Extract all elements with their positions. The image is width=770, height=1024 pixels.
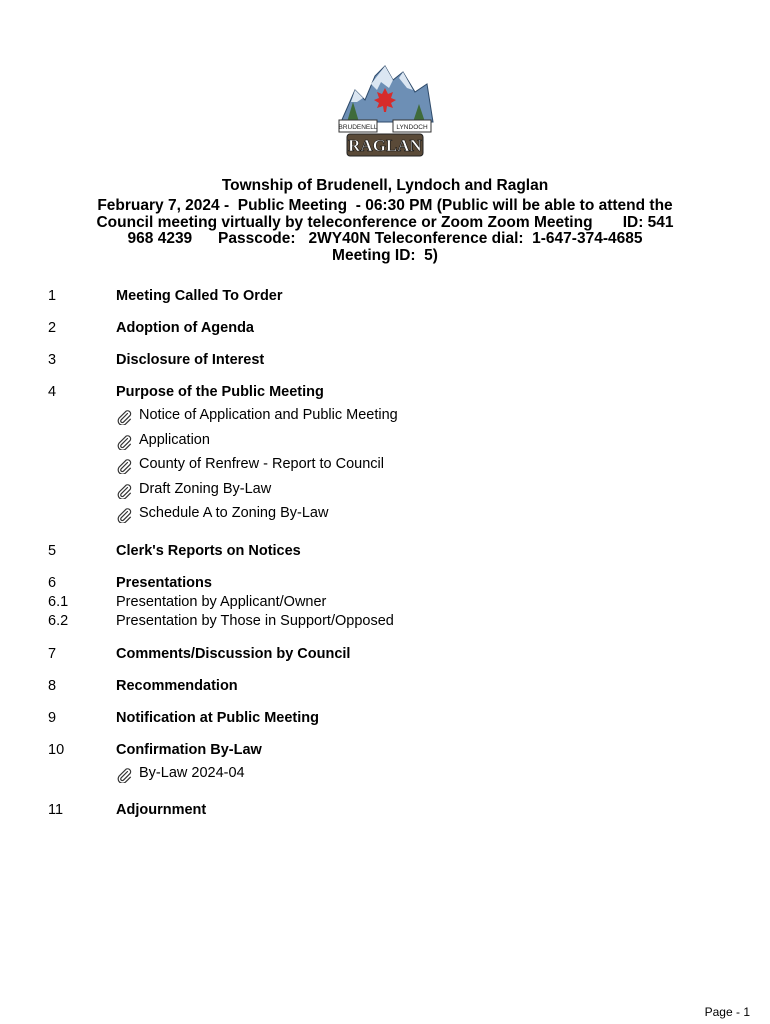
- agenda-item: [0, 319, 770, 338]
- paperclip-icon: [116, 458, 132, 474]
- svg-text:LYNDOCH: LYNDOCH: [396, 124, 428, 131]
- agenda-item-title: Confirmation By-Law: [116, 741, 262, 758]
- agenda-item-title: Comments/Discussion by Council: [116, 645, 351, 662]
- organization-name: Township of Brudenell, Lyndoch and Raglan: [221, 177, 549, 194]
- agenda-item-title: Adjournment: [116, 802, 207, 818]
- agenda-subitem-label: Presentation by Applicant/Owner: [116, 593, 327, 610]
- attachment-label[interactable]: Draft Zoning By-Law: [139, 480, 272, 497]
- agenda-item-number: 2: [48, 320, 57, 336]
- attachment-link[interactable]: [0, 504, 770, 529]
- agenda-item: [0, 709, 770, 728]
- agenda-item-number: 6: [48, 574, 57, 591]
- meeting-details: [60, 198, 710, 264]
- agenda-subitem: [0, 612, 770, 632]
- agenda-subitem-number: 6.2: [48, 613, 69, 629]
- attachment-link[interactable]: [0, 431, 770, 456]
- agenda-item-title: Meeting Called To Order: [116, 288, 283, 304]
- agenda-item-title: Purpose of the Public Meeting: [116, 384, 324, 400]
- agenda-item-title: Adoption of Agenda: [116, 320, 254, 336]
- agenda-item: [0, 677, 770, 696]
- agenda-item-number: 11: [48, 802, 64, 818]
- agenda-item-title: Clerk's Reports on Notices: [116, 542, 301, 559]
- attachment-label[interactable]: Schedule A to Zoning By-Law: [139, 505, 329, 521]
- agenda-item-title: Recommendation: [116, 677, 238, 694]
- agenda-subitem-label: Presentation by Those in Support/Opposed: [116, 613, 394, 629]
- attachment-link[interactable]: [0, 406, 770, 431]
- agenda-subitem: [0, 593, 770, 613]
- agenda-item: [0, 801, 770, 820]
- svg-text:RAGLAN: RAGLAN: [348, 136, 422, 155]
- agenda-item: [0, 574, 770, 632]
- agenda-item: [0, 645, 770, 664]
- attachment-label[interactable]: Application: [139, 431, 210, 448]
- meeting-line: February 7, 2024 - Public Meeting - 06:30 PM (Public will be able to attend the: [97, 197, 673, 214]
- agenda-item: [0, 741, 770, 789]
- agenda-item-number: 8: [48, 677, 57, 694]
- meeting-line: Council meeting virtually by teleconference or Zoom Zoom Meeting ID: 541: [96, 213, 674, 231]
- attachment-label[interactable]: Notice of Application and Public Meeting: [139, 407, 398, 423]
- agenda-item-number: 1: [48, 288, 57, 304]
- agenda-item-title: Disclosure of Interest: [116, 352, 265, 368]
- agenda-item-number: 3: [48, 352, 57, 368]
- agenda-item: [0, 542, 770, 561]
- agenda-item-title: Notification at Public Meeting: [116, 709, 320, 726]
- attachment-link[interactable]: [0, 455, 770, 480]
- agenda-item-number: 7: [48, 645, 57, 662]
- attachment-link[interactable]: [0, 764, 770, 789]
- township-logo: [333, 62, 437, 162]
- paperclip-icon: [116, 767, 132, 783]
- agenda-list: [0, 287, 770, 833]
- agenda-subitem-number: 6.1: [48, 593, 69, 610]
- svg-text:BRUDENELL: BRUDENELL: [338, 124, 378, 131]
- agenda-item-number: 9: [48, 709, 57, 726]
- paperclip-icon: [116, 434, 132, 450]
- agenda-item-number: 4: [48, 384, 57, 400]
- meeting-line: 968 4239 Passcode: 2WY40N Teleconference dial: 1-647-374-4685: [127, 230, 643, 247]
- paperclip-icon: [116, 507, 132, 523]
- agenda-item: [0, 287, 770, 306]
- agenda-item: [0, 383, 770, 529]
- attachment-label[interactable]: County of Renfrew - Report to Council: [139, 456, 384, 472]
- attachment-label[interactable]: By-Law 2024-04: [139, 764, 245, 781]
- attachment-link[interactable]: [0, 480, 770, 505]
- agenda-item: [0, 351, 770, 370]
- paperclip-icon: [116, 409, 132, 425]
- agenda-item-number: 5: [48, 542, 57, 559]
- meeting-line: Meeting ID: 5): [332, 246, 438, 264]
- page-number: Page - 1: [704, 1005, 750, 1019]
- agenda-item-title: Presentations: [116, 574, 212, 591]
- agenda-item-number: 10: [48, 741, 65, 758]
- paperclip-icon: [116, 483, 132, 499]
